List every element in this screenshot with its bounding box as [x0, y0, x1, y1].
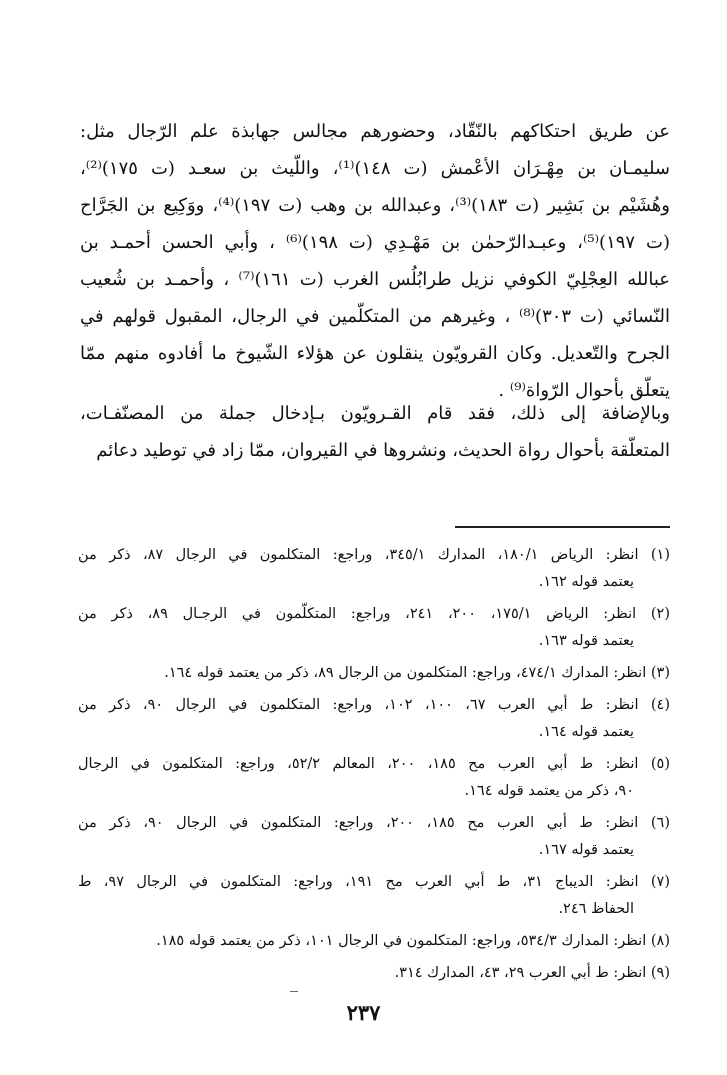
footnote-4 — [78, 692, 670, 746]
footnote-2 — [78, 601, 670, 655]
footnote-line: (٩) انظر: ط أبي العرب ٢٩، ٤٣، المدارك ٣١٤. — [394, 965, 670, 981]
footnote-line: (١) انظر: الرياض ١٨٠/١، المدارك ٣٤٥/١، وراجع: المتكلمون في الرجال ٨٧، ذكر من — [78, 547, 670, 563]
footnote-line: (٣) انظر: المدارك ٤٧٤/١، وراجع: المتكلمون من الرجال ٨٩، ذكر من يعتمد قوله ١٦٤. — [164, 665, 670, 681]
body-line: النّسائي (ت ٣٠٣)⁽⁸⁾ ، وغيرهم من المتكلّمين في الرجال، المقبول قولهم في — [80, 306, 671, 327]
body-line: المتعلّقة بأحوال رواة الحديث، ونشروها في القيروان، ممّا زاد في توطيد دعائم — [96, 440, 670, 461]
footnote-8 — [78, 928, 670, 955]
body-line: وبالإضافة إلى ذلك، فقد قام القـرويّون بـإدخال جملة من المصنّفـات، — [80, 403, 670, 424]
page-number: ٢٣٧ — [346, 1000, 381, 1025]
body-line: الجرح والتّعديل. وكان القرويّون ينقلون عن هؤلاء الشّيوخ ما أفادوه منهم ممّا — [80, 343, 670, 364]
footnote-3 — [78, 660, 670, 687]
footnote-line: ٩٠، ذكر من يعتمد قوله ١٦٤. — [464, 783, 634, 799]
body-line: وهُشَيْم بن بَشِير (ت ١٨٣)⁽³⁾، وعبدالله بن وهب (ت ١٩٧)⁽⁴⁾، ووَكِيع بن الجَرَّاح — [80, 195, 670, 216]
body-line: (ت ١٩٧)⁽⁵⁾، وعبـدالرّحمٰن بن مَهْـدِي (ت ١٩٨)⁽⁶⁾ ، وأبي الحسن أحمـد بن — [80, 232, 670, 253]
body-line: يتعلّق بأحوال الرّواة⁽⁹⁾ . — [498, 380, 670, 401]
footnote-line: يعتمد قوله ١٦٣. — [538, 633, 634, 649]
footnote-line: (٥) انظر: ط أبي العرب مح ١٨٥، ٢٠٠، المعالم ٥٢/٢، وراجع: المتكلمون في الرجال — [78, 756, 670, 772]
footnote-line: يعتمد قوله ١٦٢. — [538, 574, 634, 590]
footnote-7 — [78, 869, 670, 923]
footnote-line: يعتمد قوله ١٦٤. — [538, 724, 634, 740]
footnote-separator-rule — [455, 526, 670, 528]
footnote-line: (٨) انظر: المدارك ٥٣٤/٣، وراجع: المتكلمون في الرجال ١٠١، ذكر من يعتمد قوله ١٨٥. — [156, 933, 670, 949]
footnote-line: يعتمد قوله ١٦٧. — [538, 842, 634, 858]
footnote-1 — [78, 542, 670, 596]
body-line: عبالله العِجْلِيّ الكوفي نزيل طرابُلُس الغرب (ت ١٦١)⁽⁷⁾ ، وأحمـد بن شُعيب — [80, 269, 671, 290]
footnotes-section — [78, 542, 670, 992]
footnote-line: (٦) انظر: ط أبي العرب مح ١٨٥، ٢٠٠، وراجع: المتكلمون في الرجال ٩٠، ذكر من — [78, 815, 670, 831]
footnote-line: (٧) انظر: الديباج ٣١، ط أبي العرب مح ١٩١، وراجع: المتكلمون في الرجال ٩٧، ط — [78, 874, 670, 890]
footnote-5 — [78, 751, 670, 805]
footnote-line: (٤) انظر: ط أبي العرب ٦٧، ١٠٠، ١٠٢، وراجع: المتكلمون في الرجال ٩٠، ذكر من — [78, 697, 670, 713]
main-paragraph-2 — [80, 395, 670, 469]
body-line: عن طريق احتكاكهم بالنّقّاد، وحضورهم مجالس جهابذة علم الرّجال مثل: — [80, 121, 670, 142]
footnote-6 — [78, 810, 670, 864]
footnote-line: الحفاظ ٢٤٦. — [558, 901, 634, 917]
scan-mark — [290, 991, 298, 992]
footnote-9 — [78, 960, 670, 987]
footnote-line: (٢) انظر: الرياض ١٧٥/١، ٢٠٠، ٢٤١، وراجع: المتكلّمون في الرجـال ٨٩، ذكر من — [78, 606, 670, 622]
body-line: سليمـان بن مِهْـرَان الأعْمش (ت ١٤٨)⁽¹⁾، واللّيث بن سعـد (ت ١٧٥)⁽²⁾، — [80, 158, 671, 179]
main-paragraph-1 — [80, 113, 670, 409]
